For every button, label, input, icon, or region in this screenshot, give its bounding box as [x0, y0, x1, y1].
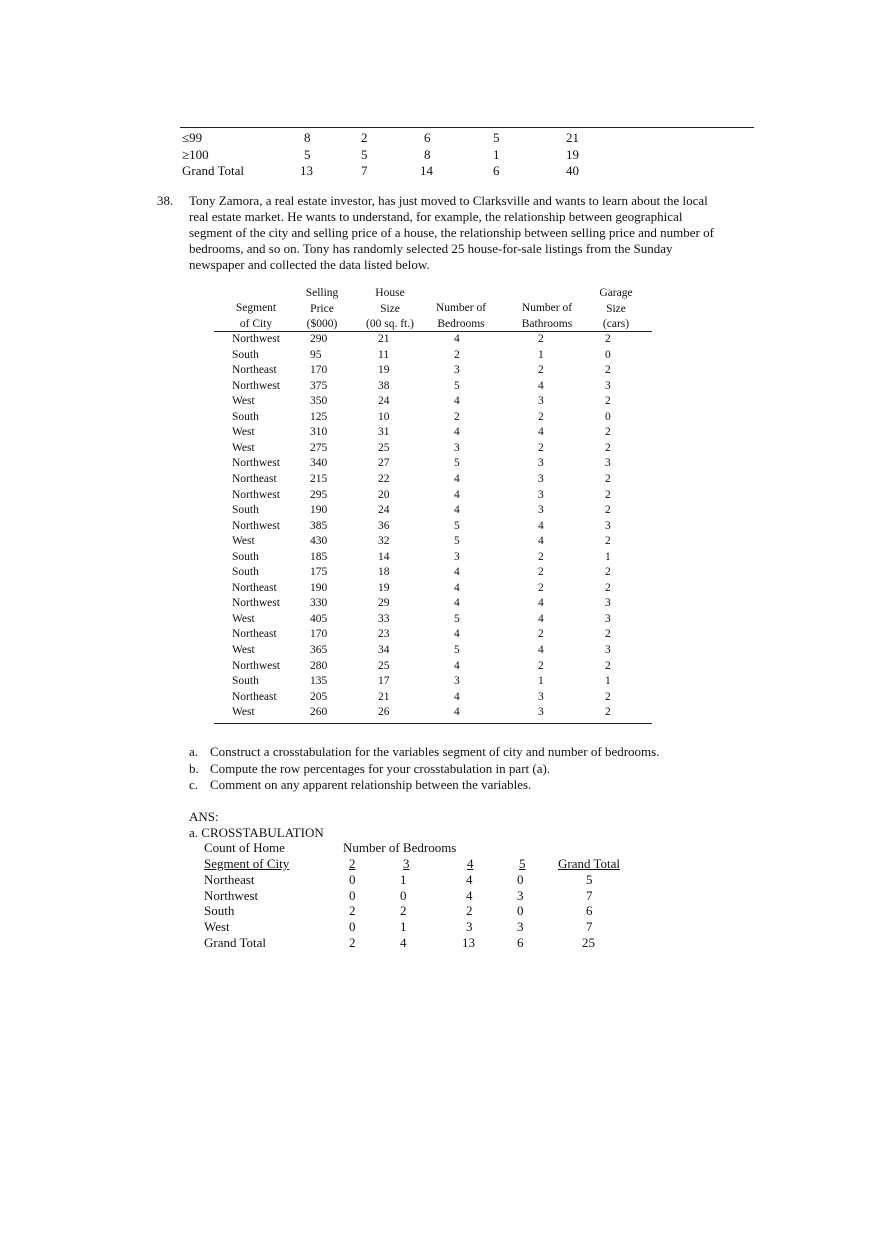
- header-line: Garage: [599, 287, 633, 299]
- question-line: Tony Zamora, a real estate investor, has just moved to Clarksville and wants to learn about the local: [189, 193, 708, 208]
- garage-cell: 3: [605, 612, 611, 625]
- price-cell: 375: [310, 379, 328, 392]
- question-line: bedrooms, and so on. Tony has randomly selected 25 house-for-sale listings from the Sunday: [189, 241, 673, 256]
- top-table-rule: [180, 127, 754, 128]
- cell: 13: [300, 163, 313, 178]
- header-line: Number of: [521, 302, 573, 314]
- data-table-row: [232, 628, 652, 644]
- segment-cell: Northeast: [232, 690, 277, 703]
- segment-cell: South: [232, 550, 259, 563]
- header-line: of City: [239, 317, 273, 330]
- segment-cell: West: [232, 535, 255, 548]
- header-line: Number of: [435, 302, 487, 314]
- cell: 14: [420, 163, 433, 178]
- data-table-row: [232, 535, 652, 551]
- crosstab-cell: 7: [586, 887, 593, 903]
- data-table-row: [232, 489, 652, 505]
- bedrooms-cell: 5: [454, 457, 460, 470]
- task-letter: b.: [189, 761, 199, 776]
- size-cell: 19: [378, 581, 390, 594]
- bedrooms-cell: 3: [454, 550, 460, 563]
- data-table-row: [232, 442, 652, 458]
- bathrooms-cell: 4: [538, 426, 544, 439]
- garage-cell: 2: [605, 395, 611, 408]
- question-text: [189, 193, 751, 273]
- bathrooms-cell: 2: [538, 581, 544, 594]
- size-cell: 38: [378, 379, 390, 392]
- size-cell: 20: [378, 488, 390, 501]
- task-text: Comment on any apparent relationship between the variables.: [210, 777, 532, 792]
- bedrooms-cell: 4: [454, 472, 460, 485]
- row-label: West: [204, 919, 230, 935]
- garage-cell: 3: [605, 457, 611, 470]
- segment-cell: Northwest: [232, 457, 280, 470]
- bedrooms-cell: 5: [454, 535, 460, 548]
- crosstab-cell: 0: [400, 887, 407, 903]
- bathrooms-cell: 3: [538, 457, 544, 470]
- segment-cell: Northeast: [232, 364, 277, 377]
- header-line: Bathrooms: [521, 317, 573, 330]
- bathrooms-cell: 4: [538, 519, 544, 532]
- size-cell: 25: [378, 659, 390, 672]
- size-cell: 22: [378, 472, 390, 485]
- segment-cell: Northeast: [232, 581, 277, 594]
- crosstab-cell: 6: [517, 934, 524, 950]
- garage-cell: 3: [605, 379, 611, 392]
- crosstab-cell: 3: [466, 919, 473, 935]
- segment-cell: West: [232, 706, 255, 719]
- task-text: Construct a crosstabulation for the variables segment of city and number of bedrooms.: [210, 744, 660, 759]
- header-segment: [224, 301, 288, 332]
- crosstab-cell: 0: [349, 872, 356, 887]
- size-cell: 29: [378, 597, 390, 610]
- garage-cell: 2: [605, 581, 611, 594]
- price-cell: 430: [310, 535, 328, 548]
- price-cell: 190: [310, 581, 328, 594]
- prev-table-row: [182, 147, 602, 164]
- cell: 1: [493, 147, 500, 162]
- row-label: South: [204, 903, 235, 919]
- price-cell: 190: [310, 504, 328, 517]
- bathrooms-cell: 4: [538, 612, 544, 625]
- size-cell: 17: [378, 675, 390, 688]
- garage-cell: 2: [605, 566, 611, 579]
- bathrooms-cell: 4: [538, 535, 544, 548]
- crosstab-row: [204, 935, 644, 951]
- row-label: Northwest: [204, 887, 259, 903]
- bedrooms-cell: 4: [454, 488, 460, 501]
- bathrooms-cell: 3: [538, 488, 544, 501]
- garage-cell: 3: [605, 519, 611, 532]
- crosstab-cell: 0: [517, 903, 524, 919]
- row-label: Grand Total: [204, 934, 267, 950]
- garage-cell: 2: [605, 426, 611, 439]
- price-cell: 125: [310, 410, 328, 423]
- garage-cell: 0: [605, 410, 611, 423]
- cell: 8: [424, 147, 431, 162]
- segment-cell: West: [232, 426, 255, 439]
- header-line: Bedrooms: [437, 317, 485, 330]
- data-table-row: [232, 644, 652, 660]
- size-cell: 25: [378, 441, 390, 454]
- crosstab-cell: 13: [462, 934, 475, 950]
- crosstab-cell: 4: [400, 934, 407, 950]
- garage-cell: 3: [605, 597, 611, 610]
- bathrooms-cell: 1: [538, 348, 544, 361]
- crosstab-cell: 3: [517, 919, 524, 935]
- size-cell: 21: [378, 690, 390, 703]
- data-table-row: [232, 675, 652, 691]
- data-table-row: [232, 582, 652, 598]
- data-table-row: [232, 473, 652, 489]
- header-cell: Segment of City: [204, 856, 290, 871]
- bathrooms-cell: 2: [538, 410, 544, 423]
- crosstab-cell: 0: [349, 887, 356, 903]
- crosstab-cell: 0: [349, 919, 356, 935]
- segment-cell: South: [232, 504, 259, 517]
- size-cell: 11: [378, 348, 390, 361]
- crosstab-cell: 1: [400, 872, 407, 887]
- header-line: ($000): [306, 318, 338, 330]
- bedrooms-cell: 3: [454, 441, 460, 454]
- segment-cell: Northwest: [232, 333, 280, 345]
- bathrooms-cell: 1: [538, 675, 544, 688]
- answer-label: ANS:: [189, 809, 219, 824]
- header-line: (cars): [602, 318, 630, 330]
- bedrooms-cell: 4: [454, 333, 460, 345]
- garage-cell: 1: [605, 550, 611, 563]
- data-table-row: [232, 706, 652, 722]
- header-line: Selling: [305, 287, 339, 299]
- price-cell: 135: [310, 675, 328, 688]
- price-cell: 310: [310, 426, 328, 439]
- bedrooms-cell: 5: [454, 379, 460, 392]
- garage-cell: 2: [605, 628, 611, 641]
- size-cell: 24: [378, 395, 390, 408]
- garage-cell: 2: [605, 706, 611, 719]
- price-cell: 185: [310, 550, 328, 563]
- size-cell: 10: [378, 410, 390, 423]
- data-table-row: [232, 426, 652, 442]
- header-line: Size: [380, 302, 400, 315]
- size-cell: 18: [378, 566, 390, 579]
- crosstab-cell: 25: [582, 934, 595, 950]
- price-cell: 405: [310, 612, 328, 625]
- cell: 19: [566, 147, 579, 162]
- segment-cell: West: [232, 612, 255, 625]
- header-bathrooms: [509, 301, 585, 332]
- segment-cell: West: [232, 441, 255, 454]
- cell: 7: [361, 163, 368, 178]
- segment-cell: Northwest: [232, 597, 280, 610]
- segment-cell: West: [232, 644, 255, 656]
- row-label: Northeast: [204, 872, 255, 887]
- bathrooms-cell: 3: [538, 472, 544, 485]
- garage-cell: 2: [605, 441, 611, 454]
- crosstab-header: [204, 856, 644, 872]
- price-cell: 365: [310, 644, 328, 656]
- bathrooms-cell: 3: [538, 395, 544, 408]
- garage-cell: 2: [605, 364, 611, 377]
- task-letter: a.: [189, 744, 199, 759]
- bathrooms-cell: 2: [538, 364, 544, 377]
- price-cell: 290: [310, 333, 328, 345]
- data-table-row: [232, 333, 652, 349]
- crosstab-row: [204, 903, 644, 919]
- bedrooms-cell: 3: [454, 675, 460, 688]
- data-table-row: [232, 380, 652, 396]
- size-cell: 27: [378, 457, 390, 470]
- segment-cell: South: [232, 566, 259, 579]
- size-cell: 14: [378, 550, 390, 563]
- crosstab-cell: 2: [400, 903, 407, 919]
- bedrooms-cell: 4: [454, 706, 460, 719]
- data-table-row: [232, 520, 652, 536]
- garage-cell: 2: [605, 504, 611, 517]
- price-cell: 350: [310, 395, 328, 408]
- data-table-bottom-rule: [214, 723, 652, 724]
- question-line: segment of the city and selling price of a house, the relationship between selling price and number of: [189, 225, 714, 240]
- bedrooms-cell: 4: [454, 597, 460, 610]
- data-table-row: [232, 457, 652, 473]
- data-table-row: [232, 660, 652, 676]
- crosstab-cell: 2: [349, 903, 356, 919]
- crosstab-row: [204, 888, 644, 904]
- segment-cell: Northwest: [232, 488, 280, 501]
- bedrooms-cell: 5: [454, 519, 460, 532]
- bedrooms-cell: 4: [454, 504, 460, 517]
- price-cell: 170: [310, 364, 328, 377]
- crosstab-cell: 5: [586, 872, 593, 887]
- row-label: ≥100: [182, 147, 209, 162]
- cell: 2: [361, 130, 368, 145]
- price-cell: 295: [310, 488, 328, 501]
- bedrooms-cell: 2: [454, 410, 460, 423]
- segment-cell: Northeast: [232, 472, 277, 485]
- crosstab-cell: 2: [349, 934, 356, 950]
- crosstab-row: [204, 919, 644, 935]
- size-cell: 33: [378, 612, 390, 625]
- data-table-row: [232, 597, 652, 613]
- size-cell: 21: [378, 333, 390, 345]
- answer-part-a: a. CROSSTABULATION: [189, 825, 324, 840]
- bathrooms-cell: 2: [538, 659, 544, 672]
- size-cell: 24: [378, 504, 390, 517]
- size-cell: 23: [378, 628, 390, 641]
- crosstab-row: [204, 872, 644, 888]
- header-cell: Grand Total: [558, 856, 621, 871]
- data-table-row: [232, 551, 652, 567]
- size-cell: 34: [378, 644, 390, 656]
- question-line: real estate market. He wants to understand, for example, the relationship between geographical: [189, 209, 683, 224]
- data-table-row: [232, 364, 652, 380]
- bathrooms-cell: 2: [538, 550, 544, 563]
- bathrooms-cell: 2: [538, 566, 544, 579]
- bedrooms-cell: 4: [454, 395, 460, 408]
- garage-cell: 3: [605, 644, 611, 656]
- header-line: (00 sq. ft.): [366, 318, 414, 330]
- header-line: Segment: [235, 302, 277, 314]
- segment-cell: Northwest: [232, 379, 280, 392]
- data-table-row: [232, 566, 652, 582]
- data-table-row: [232, 691, 652, 707]
- segment-cell: South: [232, 410, 259, 423]
- header-line: House: [375, 287, 405, 299]
- price-cell: 330: [310, 597, 328, 610]
- segment-cell: Northwest: [232, 519, 280, 532]
- data-table-row: [232, 613, 652, 629]
- price-cell: 340: [310, 457, 328, 470]
- size-cell: 36: [378, 519, 390, 532]
- header-bedrooms: [425, 301, 497, 332]
- header-price: [296, 286, 348, 333]
- garage-cell: 2: [605, 333, 611, 345]
- garage-cell: 2: [605, 659, 611, 672]
- crosstab-cell: 2: [466, 903, 473, 919]
- price-cell: 95: [310, 348, 322, 361]
- garage-cell: 2: [605, 488, 611, 501]
- garage-cell: 2: [605, 690, 611, 703]
- price-cell: 280: [310, 659, 328, 672]
- segment-cell: Northeast: [232, 628, 277, 641]
- segment-cell: South: [232, 675, 259, 688]
- header-size: [357, 286, 423, 333]
- bedrooms-cell: 4: [454, 426, 460, 439]
- data-table-row: [232, 504, 652, 520]
- cell: 6: [424, 130, 431, 145]
- prev-table-row: [182, 163, 602, 180]
- bathrooms-cell: 2: [538, 333, 544, 345]
- bathrooms-cell: 3: [538, 706, 544, 719]
- data-table-row: [232, 411, 652, 427]
- bathrooms-cell: 4: [538, 597, 544, 610]
- data-table-row: [232, 395, 652, 411]
- col-group-label: Number of Bedrooms: [343, 840, 457, 855]
- bathrooms-cell: 2: [538, 441, 544, 454]
- size-cell: 32: [378, 535, 390, 548]
- row-label: ≤99: [182, 130, 203, 145]
- cell: 40: [566, 163, 579, 178]
- question-number: 38.: [157, 193, 174, 208]
- price-cell: 260: [310, 706, 328, 719]
- header-cell: 3: [403, 856, 410, 871]
- garage-cell: 2: [605, 472, 611, 485]
- garage-cell: 0: [605, 348, 611, 361]
- bedrooms-cell: 2: [454, 348, 460, 361]
- header-cell: 4: [467, 856, 474, 871]
- cell: 8: [304, 130, 311, 145]
- bedrooms-cell: 4: [454, 659, 460, 672]
- cell: 6: [493, 163, 500, 178]
- size-cell: 31: [378, 426, 390, 439]
- cell: 21: [566, 130, 579, 145]
- segment-cell: South: [232, 348, 259, 361]
- bathrooms-cell: 3: [538, 504, 544, 517]
- price-cell: 385: [310, 519, 328, 532]
- crosstab-cell: 1: [400, 919, 407, 935]
- header-cell: 2: [349, 856, 356, 871]
- bedrooms-cell: 5: [454, 612, 460, 625]
- row-label: Grand Total: [182, 163, 245, 178]
- bathrooms-cell: 4: [538, 644, 544, 656]
- task-letter: c.: [189, 777, 199, 792]
- crosstab-cell: 0: [517, 872, 524, 887]
- cell: 5: [493, 130, 500, 145]
- bathrooms-cell: 4: [538, 379, 544, 392]
- data-table-row: [232, 349, 652, 365]
- header-cell: 5: [519, 856, 526, 871]
- segment-cell: Northwest: [232, 659, 280, 672]
- bedrooms-cell: 5: [454, 644, 460, 656]
- crosstab-cell: 7: [586, 919, 593, 935]
- price-cell: 275: [310, 441, 328, 454]
- bedrooms-cell: 4: [454, 566, 460, 579]
- bedrooms-cell: 4: [454, 581, 460, 594]
- bedrooms-cell: 3: [454, 364, 460, 377]
- crosstab-cell: 4: [466, 887, 473, 903]
- bedrooms-cell: 4: [454, 690, 460, 703]
- segment-cell: West: [232, 395, 255, 408]
- prev-table-row: [182, 130, 602, 147]
- bedrooms-cell: 4: [454, 628, 460, 641]
- header-garage: [588, 286, 644, 333]
- crosstab-cell: 6: [586, 903, 593, 919]
- garage-cell: 1: [605, 675, 611, 688]
- bathrooms-cell: 2: [538, 628, 544, 641]
- price-cell: 170: [310, 628, 328, 641]
- size-cell: 19: [378, 364, 390, 377]
- crosstab-cell: 4: [466, 872, 473, 887]
- price-cell: 175: [310, 566, 328, 579]
- data-table-header-rule: [214, 331, 652, 332]
- cell: 5: [304, 147, 311, 162]
- price-cell: 205: [310, 690, 328, 703]
- question-line: newspaper and collected the data listed below.: [189, 257, 430, 272]
- cell: 5: [361, 147, 368, 162]
- crosstab-cell: 3: [517, 887, 524, 903]
- price-cell: 215: [310, 472, 328, 485]
- header-line: Price: [310, 302, 334, 315]
- header-line: Size: [606, 302, 626, 315]
- garage-cell: 2: [605, 535, 611, 548]
- bathrooms-cell: 3: [538, 690, 544, 703]
- size-cell: 26: [378, 706, 390, 719]
- task-text: Compute the row percentages for your crosstabulation in part (a).: [210, 761, 551, 776]
- count-label: Count of Home: [204, 840, 285, 855]
